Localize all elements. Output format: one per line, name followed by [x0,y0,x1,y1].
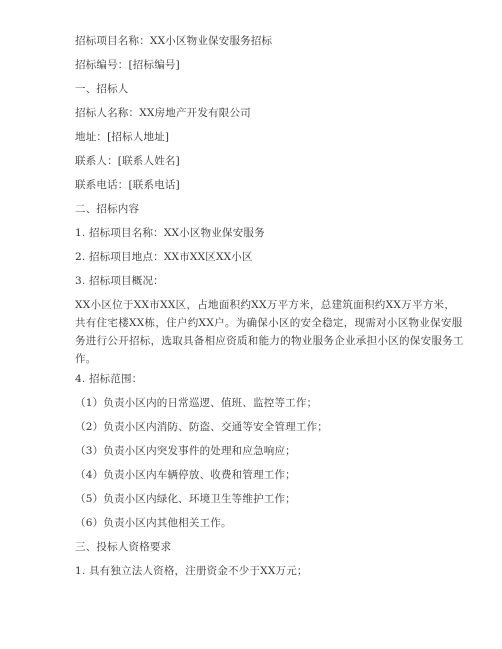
scope-item: （6）负责小区内其他相关工作。 [75,517,232,529]
tenderer-name: 招标人名称：XX房地产开发有限公司 [75,107,251,119]
content-item-scope: 4. 招标范围： [75,373,143,385]
project-number: 招标编号：[招标编号] [75,59,180,71]
content-item-name: 1. 招标项目名称：XX小区物业保安服务 [75,227,265,239]
section-heading-qualifications: 三、投标人资格要求 [75,541,172,553]
overview-line: 共有住宅楼XX栋，住户约XX户。为确保小区的安全稳定，现需对小区物业保安服 [75,317,463,329]
overview-line: 务进行公开招标，选取具备相应资质和能力的物业服务企业承担小区的保安服务工 [75,335,464,347]
tenderer-address: 地址：[招标人地址] [75,131,170,143]
scope-item: （4）负责小区内车辆停放、收费和管理工作； [75,469,296,481]
section-heading-content: 二、招标内容 [75,203,140,215]
contact-person: 联系人：[联系人姓名] [75,155,180,167]
scope-item: （2）负责小区内消防、防盗、交通等安全管理工作； [75,421,328,433]
qualification-item: 1. 具有独立法人资格，注册资金不少于XX万元； [75,565,308,577]
scope-item: （1）负责小区内的日常巡逻、值班、监控等工作； [75,397,318,409]
scope-item: （3）负责小区内突发事件的处理和应急响应； [75,445,296,457]
overview-line: 作。 [75,353,97,365]
project-name: 招标项目名称：XX小区物业保安服务招标 [75,35,273,47]
scope-item: （5）负责小区内绿化、环境卫生等维护工作； [75,493,296,505]
content-item-location: 2. 招标项目地点：XX市XX区XX小区 [75,251,253,263]
content-item-overview: 3. 招标项目概况： [75,275,164,287]
overview-paragraph [75,296,464,368]
overview-line: XX小区位于XX市XX区，占地面积约XX万平方米，总建筑面积约XX万平方米， [75,299,456,311]
contact-phone: 联系电话：[联系电话] [75,179,180,191]
section-heading-tenderer: 一、招标人 [75,83,129,95]
